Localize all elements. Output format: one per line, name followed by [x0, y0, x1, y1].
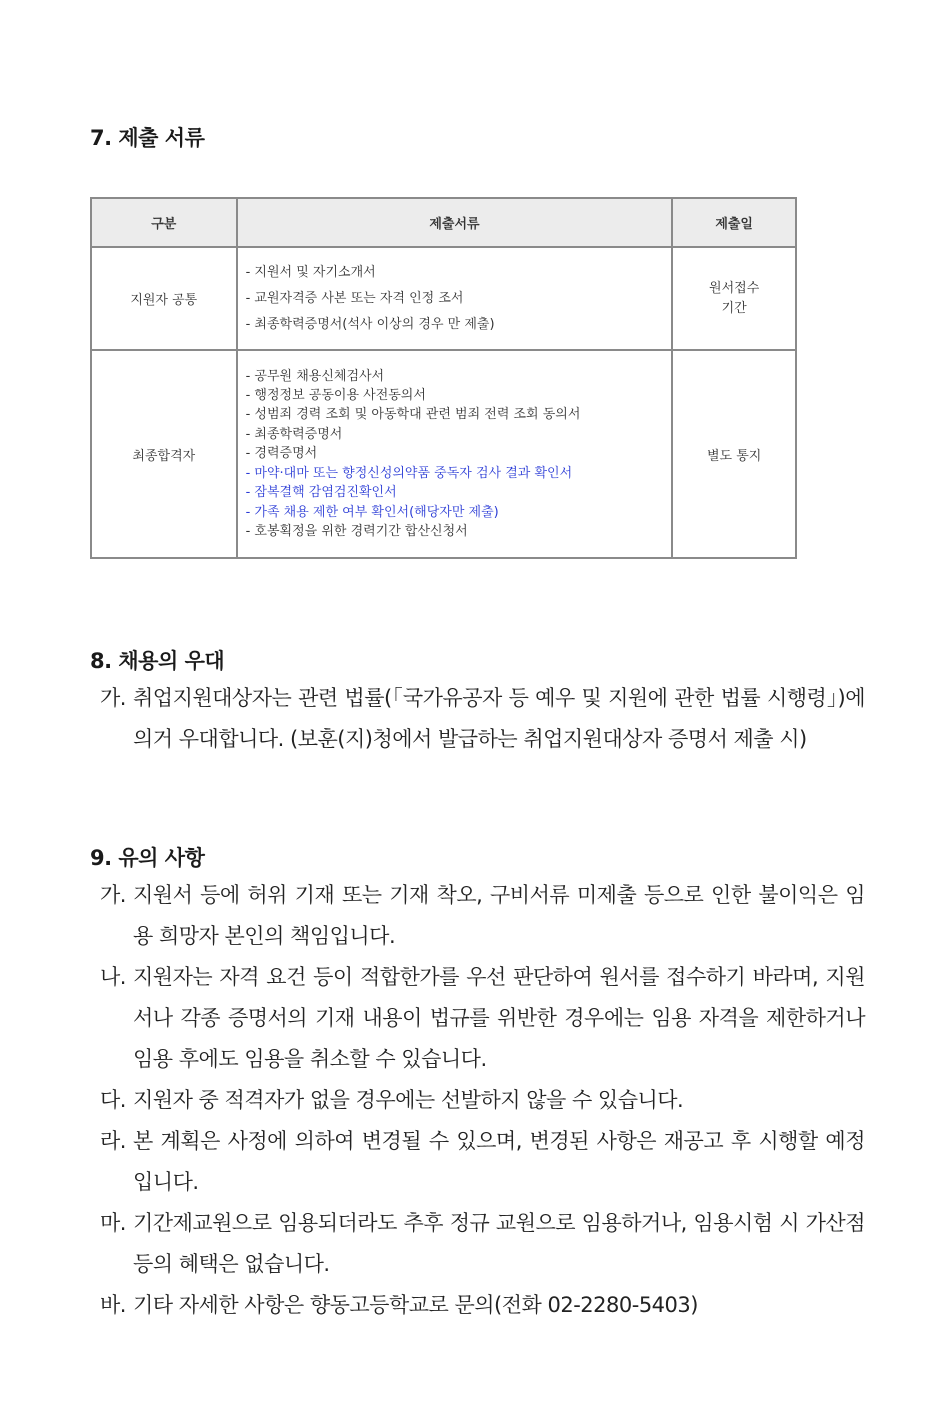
section-8-list [90, 678, 865, 760]
item-marker: 가. [100, 686, 126, 710]
item-text: 취업지원대상자는 관련 법률(「국가유공자 등 예우 및 지원에 관한 법률 시행령」)에 의거 우대합니다. (보훈(지)청에서 발급하는 취업지원대상자 증명서 제출 시) [133, 686, 865, 751]
header-documents: 제출서류 [237, 198, 673, 247]
document-item: - 행정정보 공동이용 사전동의서 [245, 388, 426, 404]
section-8-title: 8. 채용의 우대 [90, 649, 225, 673]
item-text: 지원서 등에 허위 기재 또는 기재 착오, 구비서류 미제출 등으로 인한 불이익은 임용 희망자 본인의 책임입니다. [133, 883, 865, 948]
document-item: - 성범죄 경력 조회 및 아동학대 관련 범죄 전력 조회 동의서 [245, 407, 581, 423]
category-cell: 최종합격자 [91, 350, 237, 558]
date-cell: 별도 통지 [672, 350, 796, 558]
header-category: 구분 [91, 198, 237, 247]
document-item: - 최종학력증명서 [245, 426, 343, 442]
item-text: 기타 자세한 사항은 향동고등학교로 문의(전화 02-2280-5403) [133, 1293, 698, 1317]
document-item: - 지원서 및 자기소개서 [245, 264, 376, 280]
item-marker: 나. [100, 965, 126, 989]
section-9-list [90, 875, 865, 1326]
document-item-highlighted: - 마약·대마 또는 향정신성의약품 중독자 검사 결과 확인서 [245, 465, 573, 481]
table-header-row [91, 198, 796, 247]
item-marker: 라. [100, 1129, 126, 1153]
item-marker: 바. [100, 1293, 126, 1317]
section-7-title: 7. 제출 서류 [90, 126, 205, 150]
list-item [90, 678, 865, 760]
date-text: 원서접수 기간 [709, 280, 760, 316]
item-text: 지원자는 자격 요건 등이 적합한가를 우선 판단하여 원서를 접수하기 바라며, 지원서나 각종 증명서의 기재 내용이 법규를 위반한 경우에는 임용 자격을 제한하거나 임용 후에도 임용을 취소할 수 있습니다. [133, 965, 865, 1071]
submission-documents-table [90, 197, 797, 559]
list-item [90, 1080, 865, 1121]
document-item: - 호봉획정을 위한 경력기간 합산신청서 [245, 523, 468, 539]
list-item [90, 1203, 865, 1285]
date-cell [672, 247, 796, 350]
item-text: 기간제교원으로 임용되더라도 추후 정규 교원으로 임용하거나, 임용시험 시 가산점 등의 혜택은 없습니다. [133, 1211, 865, 1276]
section-9-title: 9. 유의 사항 [90, 846, 205, 870]
item-marker: 마. [100, 1211, 126, 1235]
document-item: - 교원자격증 사본 또는 자격 인정 조서 [245, 290, 464, 306]
documents-cell [237, 247, 673, 350]
table-row-final [91, 350, 796, 558]
list-item [90, 1121, 865, 1203]
item-marker: 가. [100, 883, 126, 907]
list-item [90, 957, 865, 1080]
document-item: - 경력증명서 [245, 446, 318, 462]
list-item [90, 1285, 865, 1326]
category-cell: 지원자 공통 [91, 247, 237, 350]
header-submission-date: 제출일 [672, 198, 796, 247]
item-marker: 다. [100, 1088, 126, 1112]
item-text: 본 계획은 사정에 의하여 변경될 수 있으며, 변경된 사항은 재공고 후 시행할 예정입니다. [133, 1129, 865, 1194]
document-item: - 공무원 채용신체검사서 [245, 368, 385, 384]
document-item: - 최종학력증명서(석사 이상의 경우 만 제출) [245, 316, 495, 332]
document-item-highlighted: - 잠복결핵 감염검진확인서 [245, 485, 397, 501]
list-item [90, 875, 865, 957]
documents-cell [237, 350, 673, 558]
item-text: 지원자 중 적격자가 없을 경우에는 선발하지 않을 수 있습니다. [133, 1088, 684, 1112]
document-item-highlighted: - 가족 채용 제한 여부 확인서(해당자만 제출) [245, 504, 499, 520]
table-row-common [91, 247, 796, 350]
